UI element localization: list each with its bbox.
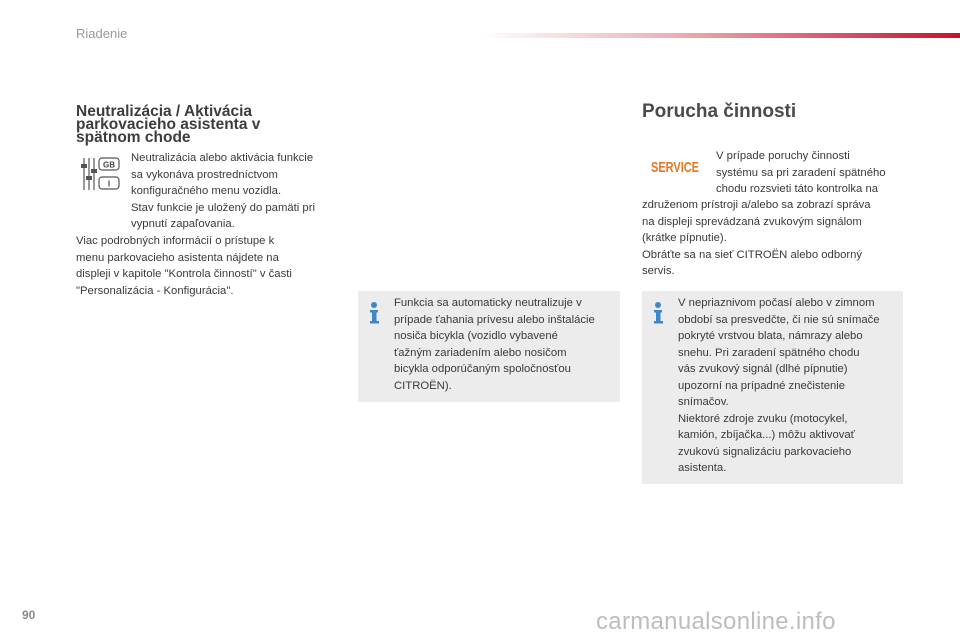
service-warning-icon	[650, 156, 700, 176]
icon-label-gb: GB	[103, 160, 115, 170]
info-icon	[650, 301, 666, 325]
info-box-trailer	[358, 291, 620, 402]
right-body-text: združenom prístroji a/alebo sa zobrazí správa na displeji sprevádzaná zvukovým signálom (krátke pípnutie). Obráťte sa na sieť CITROËN alebo odborný servis.	[642, 199, 871, 277]
page-number: 90	[22, 608, 36, 622]
info-box-weather	[642, 291, 903, 484]
left-intro-text: Neutralizácia alebo aktivácia funkcie sa vykonáva prostredníctvom konfiguračného menu vozidla. Stav funkcie je uložený do pamäti pri vypnutí zapaľovania.	[131, 152, 315, 230]
info-icon	[366, 301, 382, 325]
settings-panel-icon	[78, 156, 122, 192]
icon-label-i: I	[107, 179, 111, 189]
left-more-info-text: Viac podrobných informácií o prístupe k menu parkovacieho asistenta nájdete na displeji v kapitole "Kontrola činností" v časti "Personalizácia - Konfigurácia".	[76, 235, 292, 297]
info-trailer-text: Funkcia sa automaticky neutralizuje v prípade ťahania prívesu alebo inštalácie nosiča bicykla (vozidlo vybavené ťažným zariadením alebo nosičom bicykla odporúčaným spoločnosťou CITROËN).	[394, 297, 595, 392]
service-label: SERVICE	[651, 159, 699, 176]
header-accent-line	[480, 33, 960, 38]
left-heading: Neutralizácia / Aktivácia parkovacieho asistenta v spätnom chode	[76, 103, 261, 146]
watermark: carmanualsonline.info	[596, 608, 836, 635]
info-weather-text: V nepriaznivom počasí alebo v zimnom období sa presvedčte, či nie sú snímače pokryté vrstvou blata, námrazy alebo snehu. Pri zaradení spätného chodu vás zvukový signál (dlhé pípnutie) upozorní na prípadné znečistenie snímačov. Niektoré zdroje zvuku (motocykel, kamión, zbíjačka...) môžu aktivovať zvukovú signalizáciu parkovacieho asistenta.	[678, 297, 880, 474]
section-title: Riadenie	[76, 26, 128, 41]
right-heading: Porucha činnosti	[642, 101, 797, 122]
right-intro-text: V prípade poruchy činnosti systému sa pri zaradení spätného chodu rozsvieti táto kontrolka na	[716, 150, 886, 195]
